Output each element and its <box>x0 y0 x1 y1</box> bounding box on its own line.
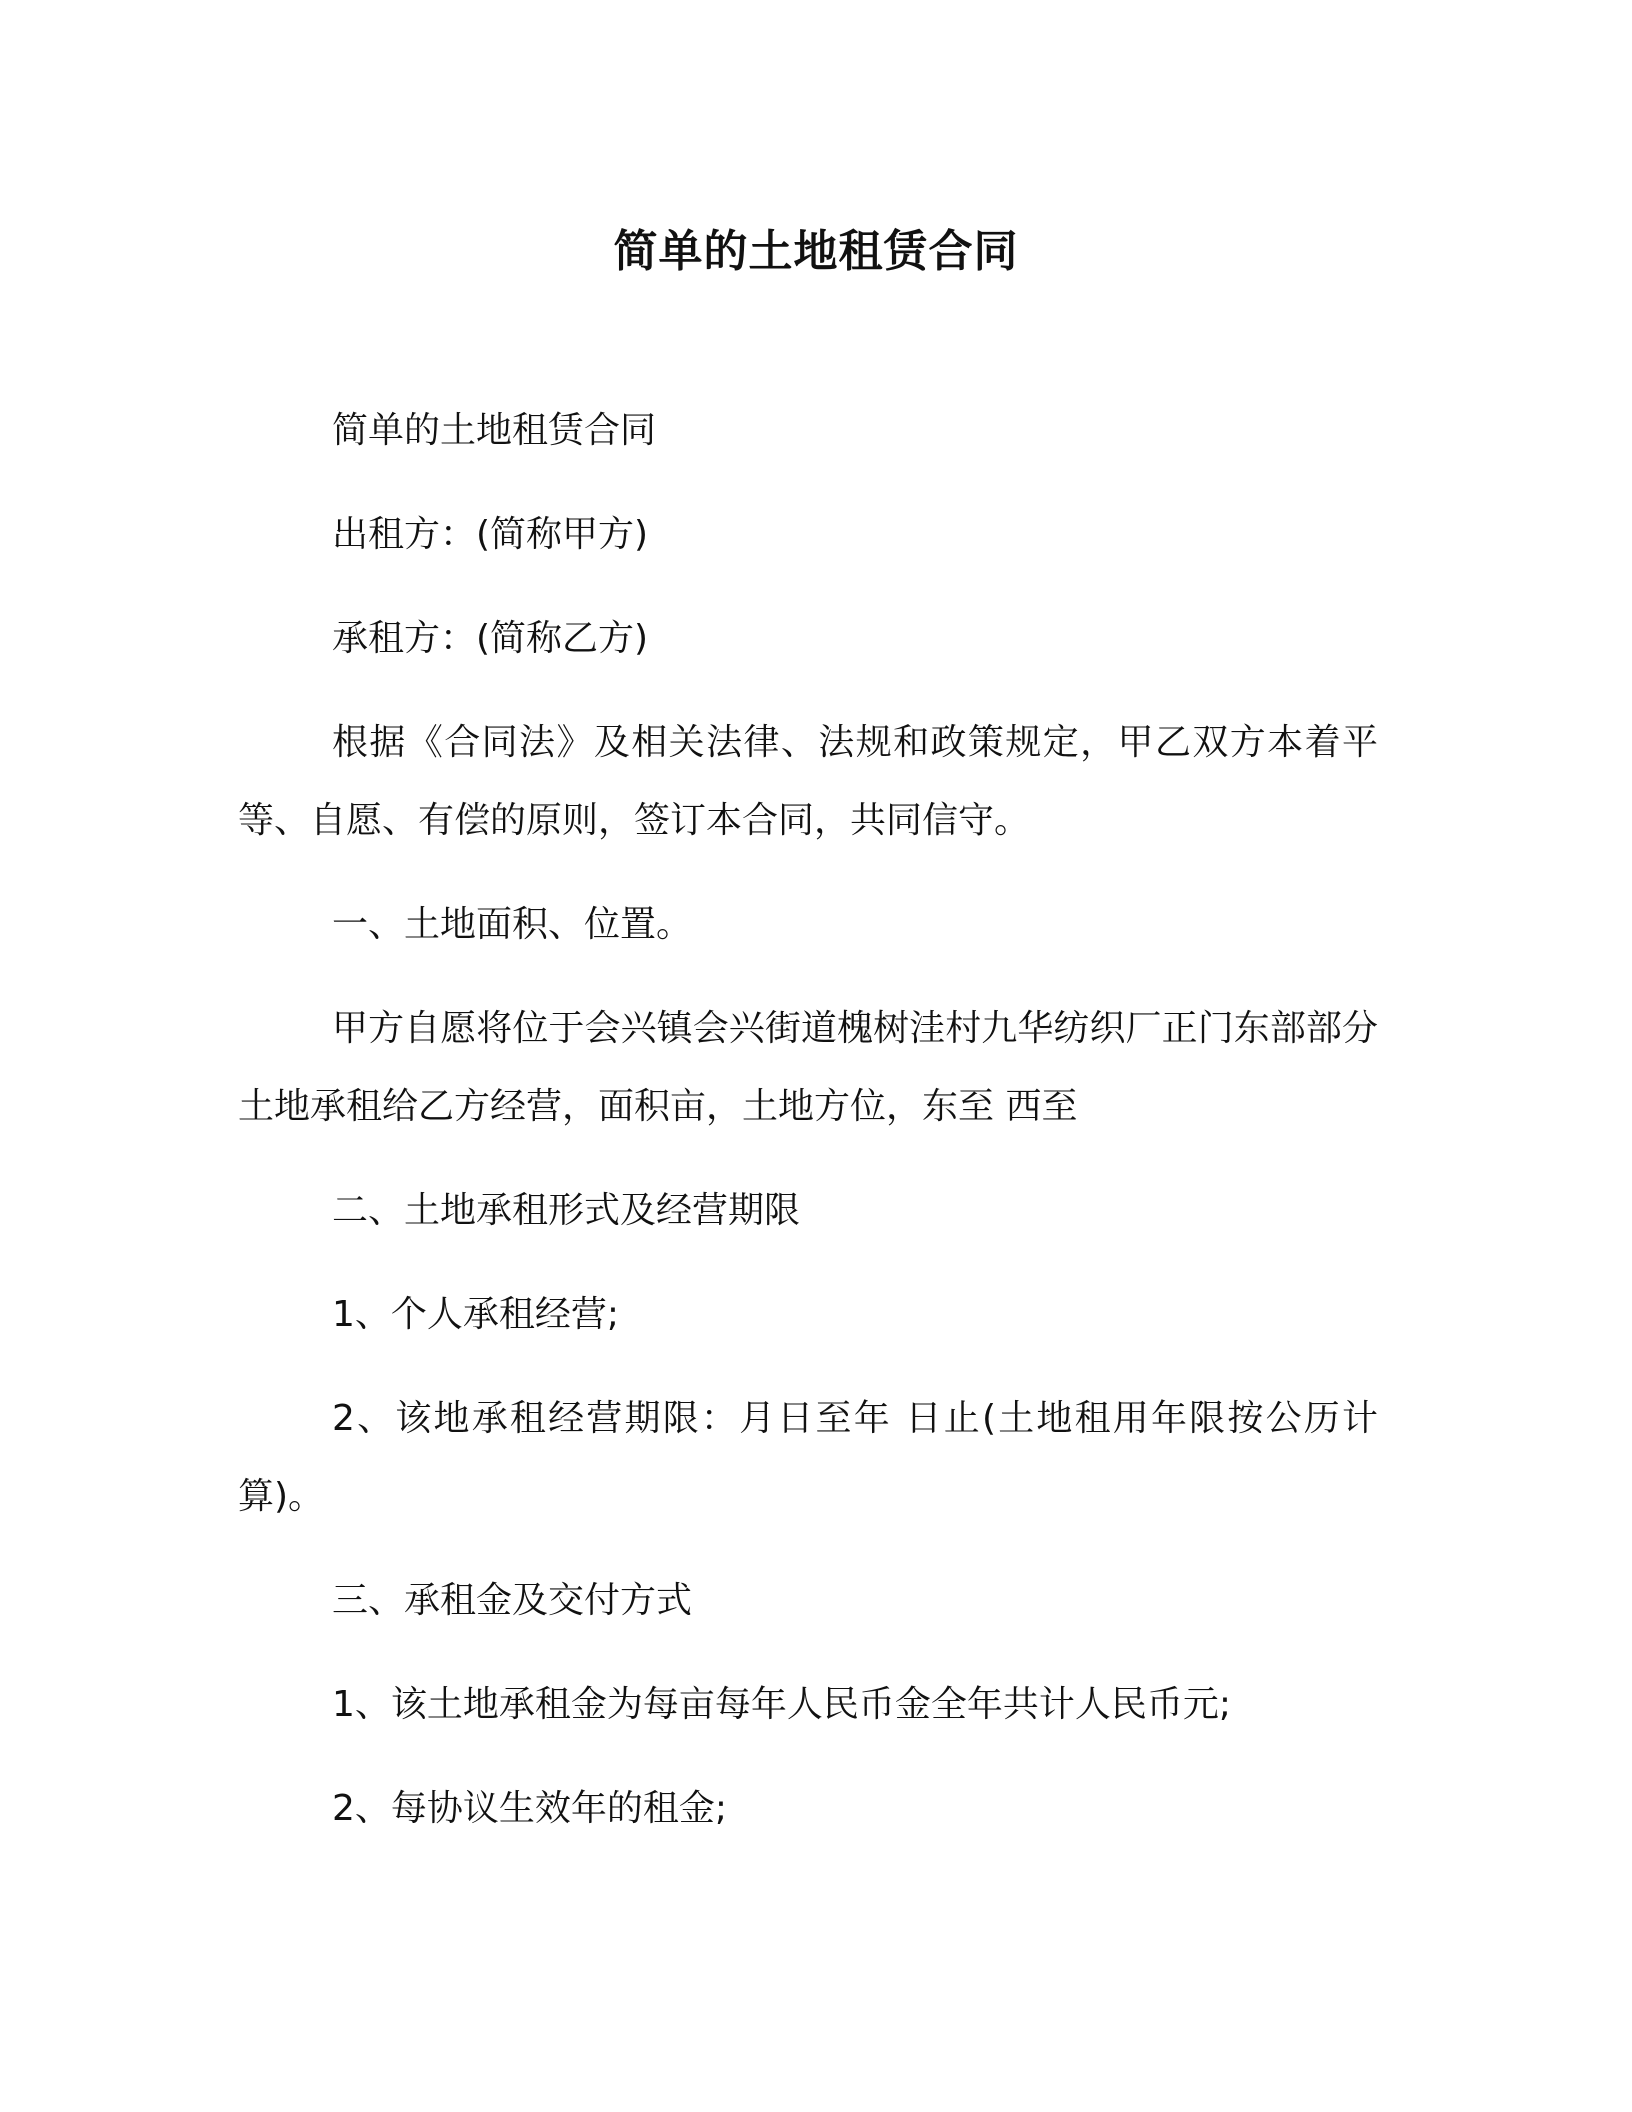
paragraph-land-location: 甲方自愿将位于会兴镇会兴街道槐树洼村九华纺织厂正门东部部分土地承租给乙方经营，面积亩，土地方位，东至 西至 <box>238 1008 1378 1127</box>
paragraph-rent-payment: 2、每协议生效年的租金; <box>332 1788 728 1829</box>
paragraph-preamble: 根据《合同法》及相关法律、法规和政策规定，甲乙双方本着平等、自愿、有偿的原则，签订本合同，共同信守。 <box>238 722 1378 841</box>
paragraph-heading-repeat: 简单的土地租赁合同 <box>332 410 657 451</box>
section-heading-2: 二、土地承租形式及经营期限 <box>332 1190 801 1231</box>
paragraph-lease-term: 2、该地承租经营期限：月日至年 日止(土地租用年限按公历计算)。 <box>238 1398 1378 1517</box>
paragraph-rent-amount: 1、该土地承租金为每亩每年人民币金全年共计人民币元; <box>332 1684 1232 1725</box>
document-title: 简单的土地租赁合同 <box>613 226 1019 277</box>
section-heading-3: 三、承租金及交付方式 <box>332 1580 693 1621</box>
paragraph-lessee: 承租方：(简称乙方) <box>332 618 649 659</box>
document-body <box>238 392 1378 1874</box>
section-heading-1: 一、土地面积、位置。 <box>332 904 693 945</box>
paragraph-lease-form: 1、个人承租经营; <box>332 1294 620 1335</box>
paragraph-lessor: 出租方：(简称甲方) <box>332 514 649 555</box>
